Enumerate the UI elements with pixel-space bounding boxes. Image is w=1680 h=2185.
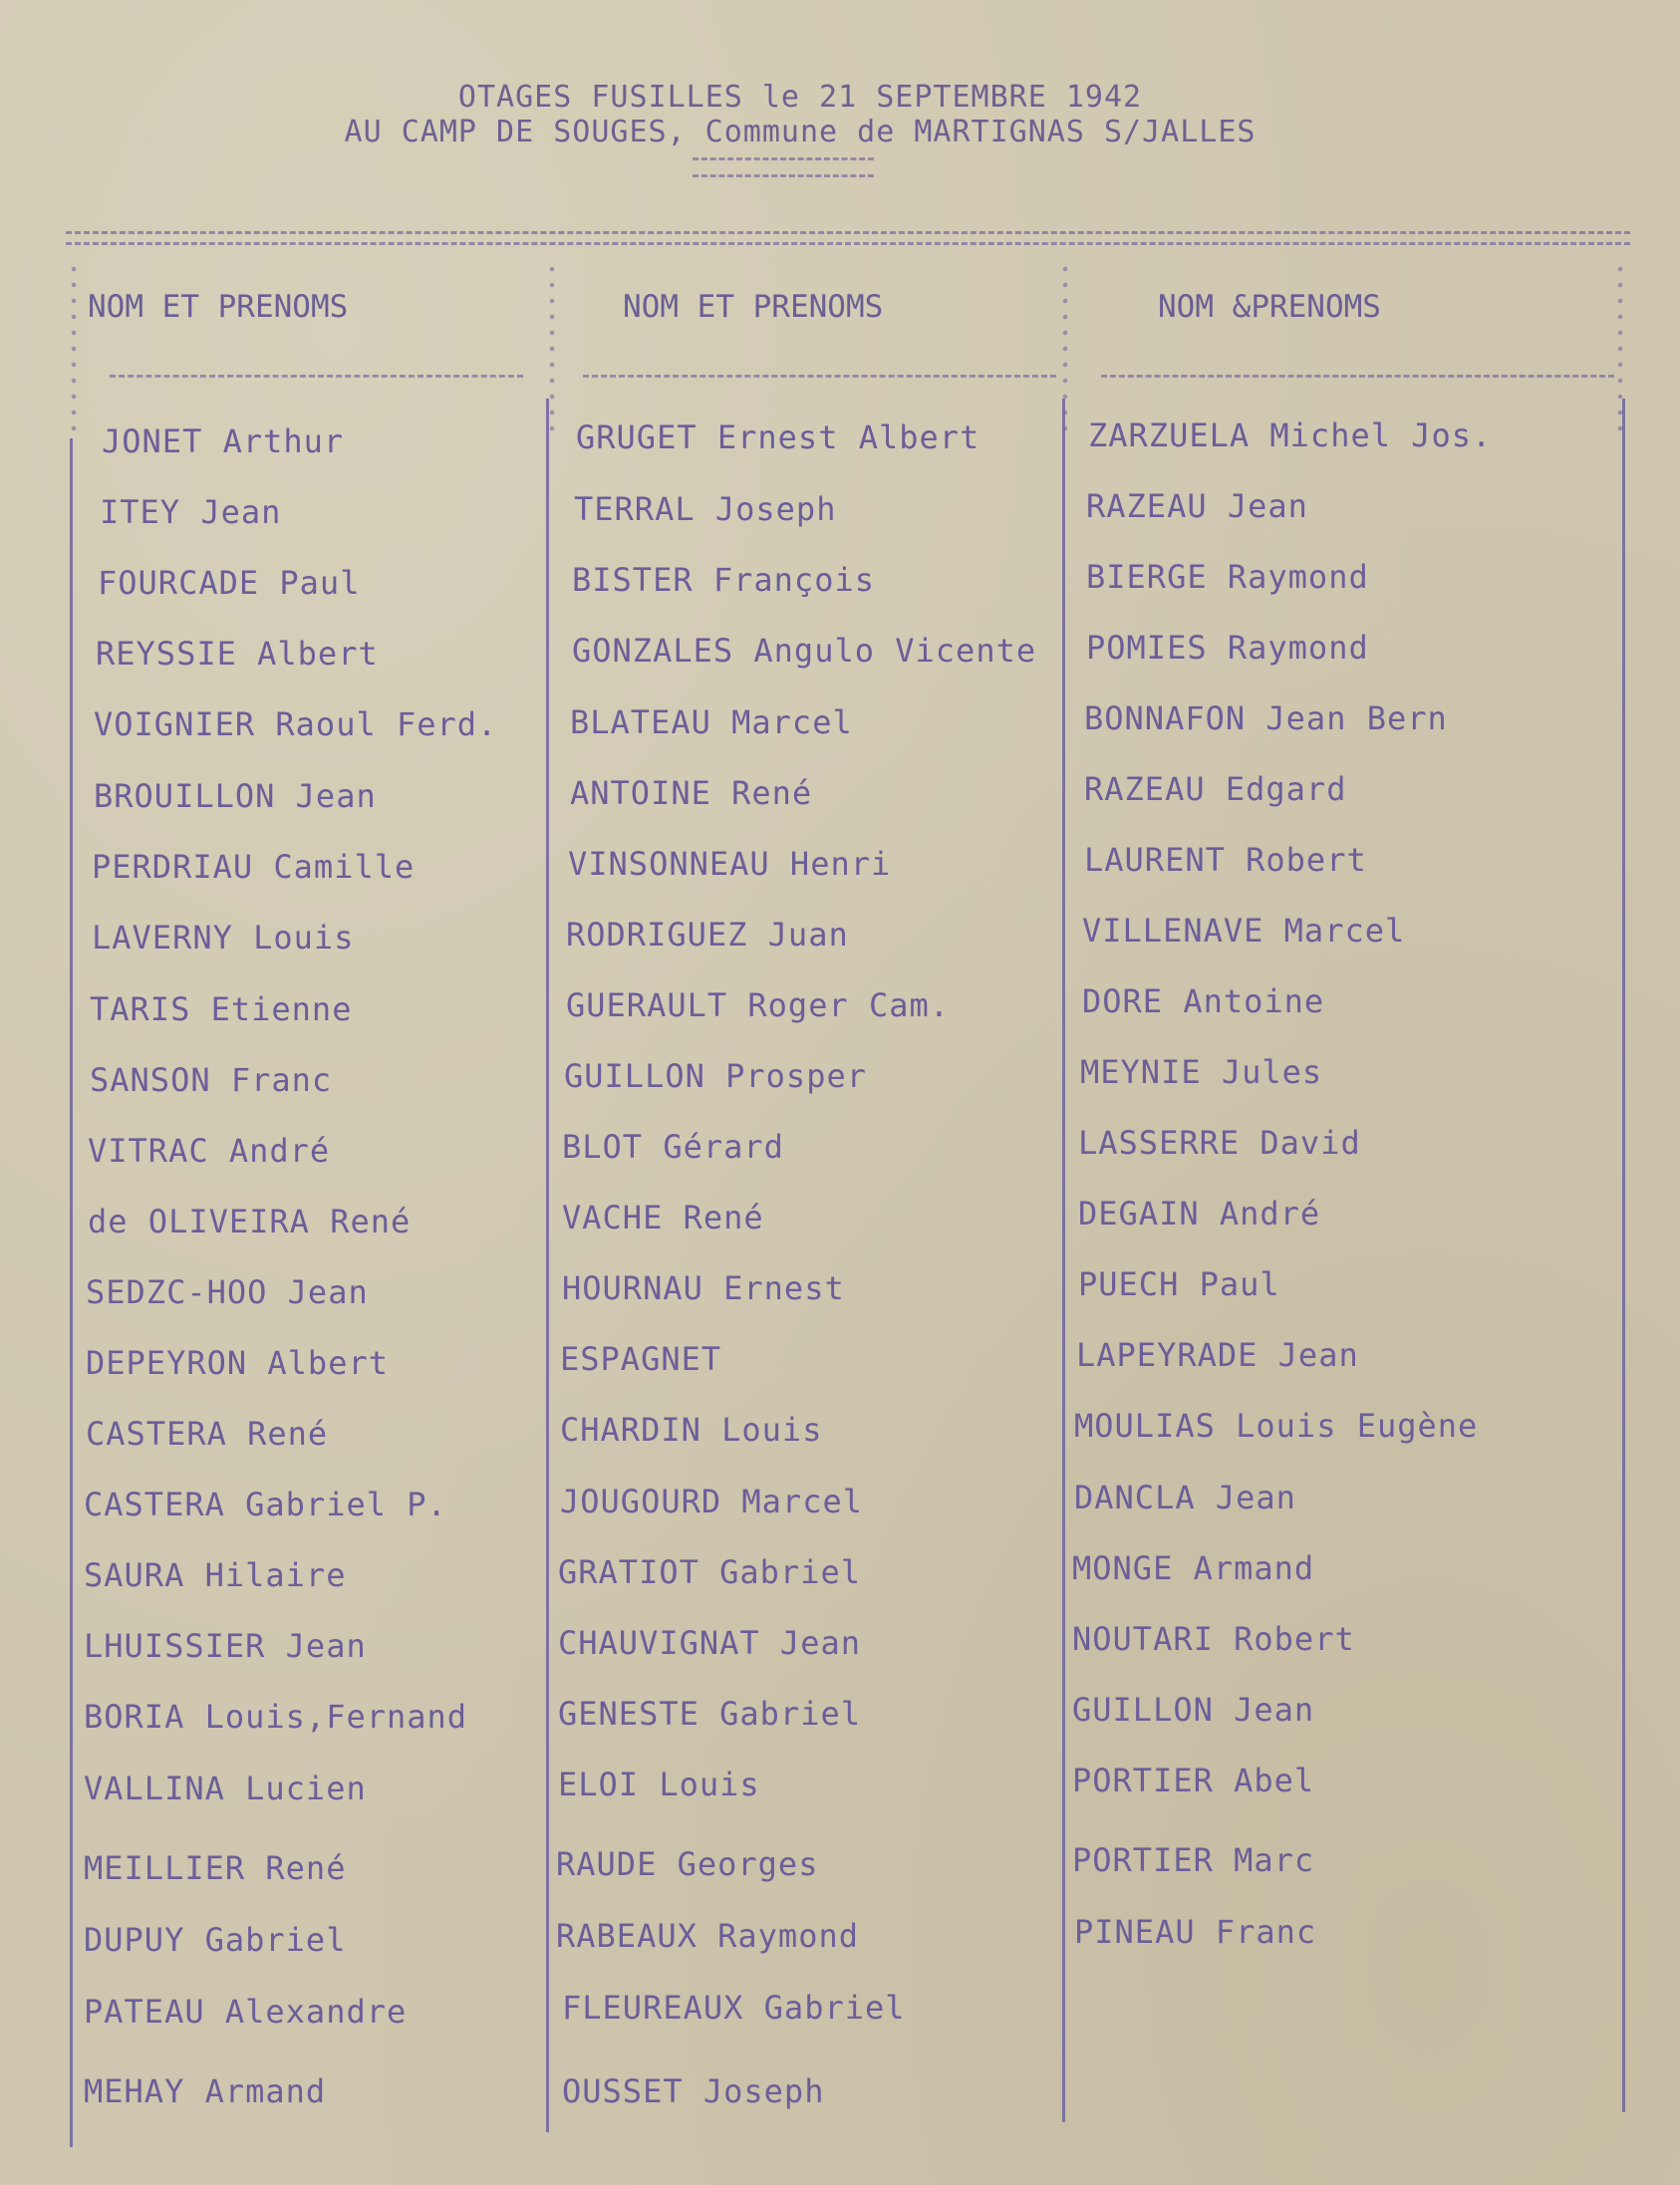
header-dots-middle-left [548, 261, 556, 430]
table-top-rule [66, 231, 1630, 245]
name-entry: CASTERA René [86, 1415, 329, 1453]
name-entry: LAURENT Robert [1084, 841, 1367, 879]
name-entry: RAUDE Georges [556, 1845, 819, 1883]
name-entry: DUPUY Gabriel [84, 1921, 347, 1959]
name-entry: DANCLA Jean [1074, 1479, 1296, 1516]
name-entry: MONGE Armand [1072, 1549, 1315, 1587]
name-entry: VITRAC André [88, 1132, 331, 1170]
name-entry: BROUILLON Jean [94, 777, 377, 815]
name-entry: GRUGET Ernest Albert [576, 418, 980, 456]
name-entry: DEGAIN André [1078, 1195, 1321, 1232]
name-entry: DORE Antoine [1082, 982, 1325, 1020]
name-entry: GUILLON Jean [1072, 1691, 1315, 1729]
name-entry: VOIGNIER Raoul Ferd. [94, 705, 498, 743]
name-entry: PERDRIAU Camille [92, 848, 416, 886]
name-entry: ITEY Jean [100, 493, 282, 531]
column-header-1: NOM ET PRENOMS [88, 289, 349, 325]
name-entry: RAZEAU Edgard [1084, 770, 1347, 808]
name-entry: SANSON Franc [90, 1061, 333, 1099]
name-entry: ANTOINE René [570, 774, 813, 812]
name-entry: HOURNAU Ernest [562, 1269, 845, 1307]
name-entry: FOURCADE Paul [98, 564, 361, 602]
name-entry: BLOT Gérard [562, 1128, 784, 1166]
title-underline [693, 157, 874, 177]
name-entry: VILLENAVE Marcel [1082, 912, 1406, 950]
name-entry: ZARZUELA Michel Jos. [1088, 416, 1493, 454]
name-entry: ELOI Louis [558, 1766, 760, 1803]
name-entry: GUILLON Prosper [564, 1057, 867, 1095]
name-entry: REYSSIE Albert [96, 635, 379, 673]
header-rule-1 [110, 375, 523, 378]
name-entry: GONZALES Angulo Vicente [572, 632, 1037, 670]
name-entry: NOUTARI Robert [1072, 1620, 1355, 1658]
name-entry: RODRIGUEZ Juan [566, 916, 849, 954]
name-entry: BISTER François [572, 561, 875, 599]
column-header-3: NOM &PRENOMS [1158, 289, 1381, 325]
name-entry: MEILLIER René [84, 1849, 347, 1887]
document-title-line1: OTAGES FUSILLES le 21 SEPTEMBRE 1942 [457, 80, 1143, 115]
name-entry: TERRAL Joseph [574, 490, 837, 528]
table-line-middle-left [546, 399, 549, 2132]
name-entry: GENESTE Gabriel [558, 1695, 861, 1733]
name-entry: BORIA Louis,Fernand [84, 1698, 468, 1736]
table-line-left [70, 438, 73, 2147]
name-entry: CHARDIN Louis [560, 1411, 823, 1449]
name-entry: FLEUREAUX Gabriel [562, 1989, 906, 2027]
name-entry: LHUISSIER Jean [84, 1627, 367, 1665]
name-entry: SEDZC-HOO Jean [86, 1273, 369, 1311]
name-entry: GRATIOT Gabriel [558, 1553, 861, 1591]
name-entry: CASTERA Gabriel P. [84, 1486, 447, 1523]
column-header-2: NOM ET PRENOMS [623, 289, 884, 325]
name-entry: VACHE René [562, 1199, 764, 1236]
name-entry: JOUGOURD Marcel [560, 1483, 863, 1520]
header-rule-3 [1101, 375, 1614, 378]
name-entry: BIERGE Raymond [1086, 558, 1369, 596]
name-entry: PORTIER Marc [1072, 1841, 1315, 1879]
name-entry: RABEAUX Raymond [556, 1917, 859, 1955]
name-entry: MOULIAS Louis Eugène [1074, 1407, 1479, 1445]
name-entry: TARIS Etienne [90, 990, 353, 1028]
name-entry: RAZEAU Jean [1086, 487, 1308, 525]
name-entry: PORTIER Abel [1072, 1762, 1315, 1799]
header-rule-2 [583, 375, 1056, 378]
document-title-line2: AU CAMP DE SOUGES, Commune de MARTIGNAS S/JALLES [344, 115, 1257, 149]
table-line-right [1622, 399, 1625, 2112]
name-entry: PATEAU Alexandre [84, 1993, 408, 2031]
name-entry: PUECH Paul [1078, 1265, 1280, 1303]
name-entry: SAURA Hilaire [84, 1556, 347, 1594]
name-entry: BONNAFON Jean Bern [1084, 699, 1448, 737]
name-entry: JONET Arthur [102, 422, 345, 460]
name-entry: ESPAGNET [560, 1340, 722, 1378]
name-entry: LAPEYRADE Jean [1076, 1336, 1359, 1374]
name-entry: POMIES Raymond [1086, 629, 1369, 667]
name-entry: BLATEAU Marcel [570, 703, 853, 741]
name-entry: OUSSET Joseph [562, 2072, 825, 2110]
header-dots-left [70, 261, 78, 430]
name-entry: VINSONNEAU Henri [568, 845, 892, 883]
name-entry: LASSERRE David [1078, 1124, 1361, 1162]
name-entry: DEPEYRON Albert [86, 1344, 389, 1382]
name-entry: MEHAY Armand [84, 2072, 327, 2110]
name-entry: GUERAULT Roger Cam. [566, 986, 951, 1024]
name-entry: CHAUVIGNAT Jean [558, 1624, 861, 1662]
name-entry: MEYNIE Jules [1080, 1053, 1323, 1091]
table-line-middle-right [1062, 399, 1065, 2122]
name-entry: de OLIVEIRA René [88, 1203, 412, 1240]
name-entry: PINEAU Franc [1074, 1913, 1317, 1951]
name-entry: VALLINA Lucien [84, 1770, 367, 1807]
name-entry: LAVERNY Louis [92, 919, 355, 956]
